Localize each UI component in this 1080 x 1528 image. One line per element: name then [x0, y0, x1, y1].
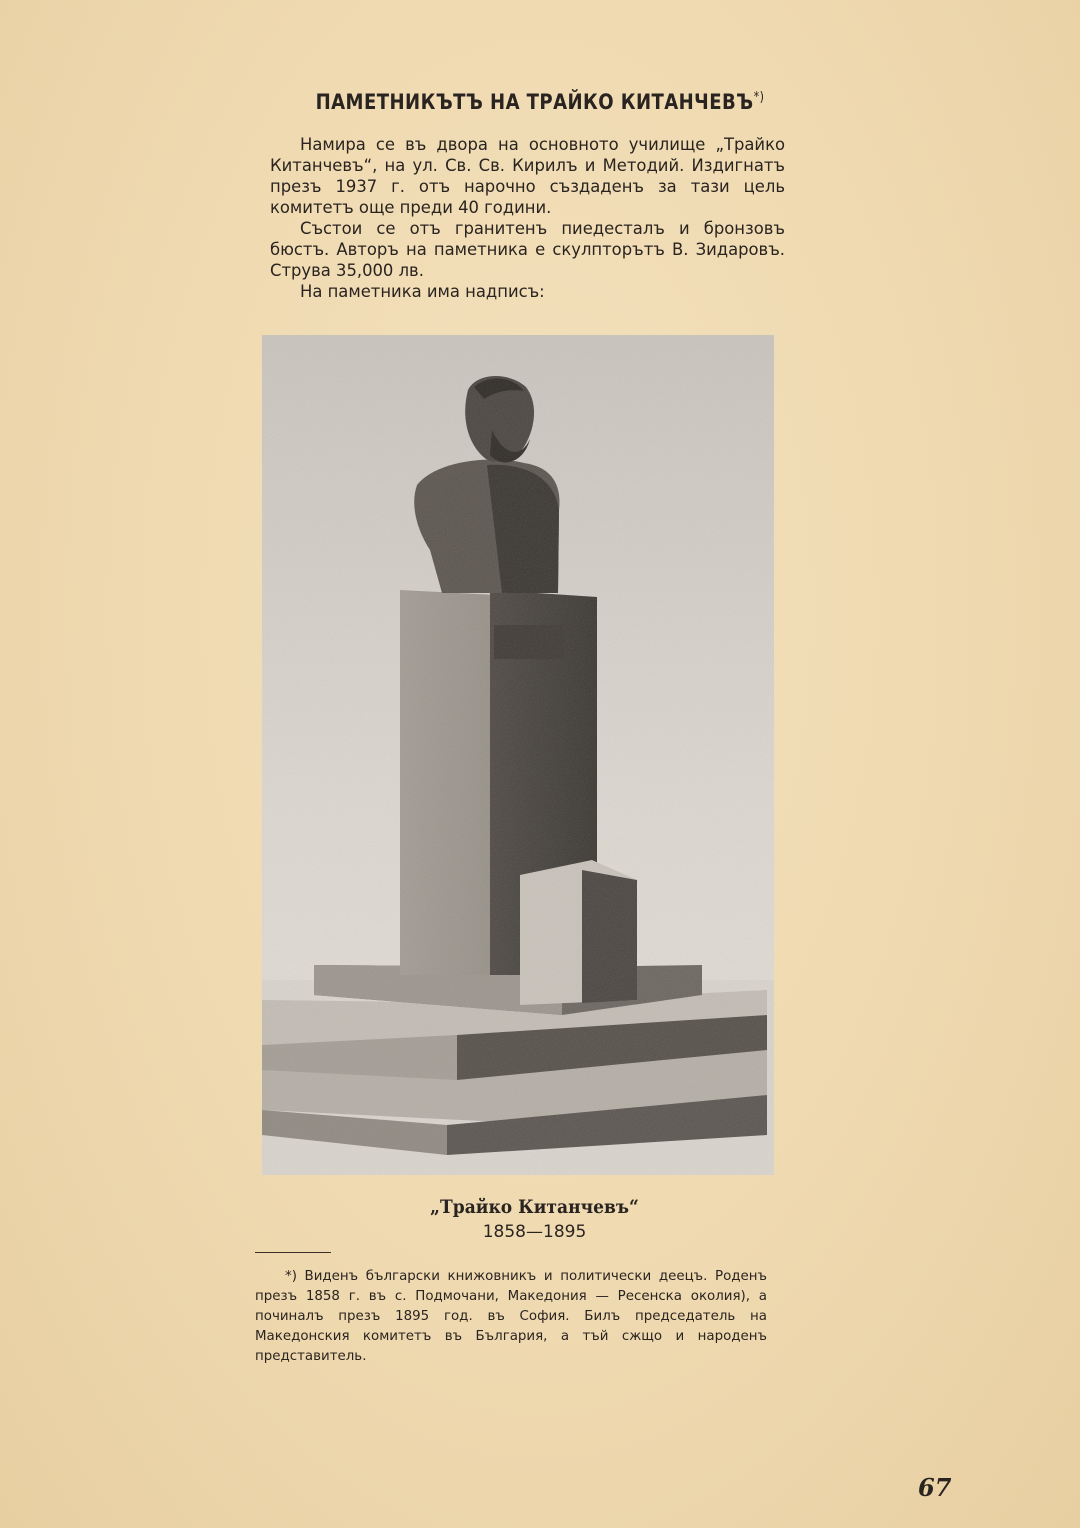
footnote-text: *) Виденъ български книжовникъ и политически деецъ. Роденъ презъ 1858 г. въ с. Подмочани, Македония — Ресенска околия), а починалъ презъ 1895 год. въ София. Билъ председатель на Македонския комитетъ въ България, а тъй сжщо и народенъ представитель.	[255, 1269, 767, 1364]
footnote	[255, 1267, 767, 1367]
footnote-marker: *)	[753, 90, 765, 105]
paragraph-materials: Състои се отъ гранитенъ пиедесталъ и бронзовъ бюстъ. Авторъ на паметника е скулпторътъ В. Зидаровъ. Струва 35,000 лв.	[270, 219, 785, 280]
caption-name: „Трайко Китанчевъ“	[430, 1196, 639, 1218]
paragraph-inscription: На паметника има надписъ:	[300, 282, 545, 301]
page-title	[291, 90, 790, 114]
page-number: 67	[918, 1473, 952, 1502]
caption-years: 1858—1895	[482, 1222, 587, 1242]
footnote-divider	[255, 1252, 331, 1253]
monument-photo	[262, 335, 774, 1175]
paragraph-location: Намира се въ двора на основното училище „Трайко Китанчевъ“, на ул. Св. Св. Кирилъ и Методий. Издигнатъ презъ 1937 г. отъ нарочно създаденъ за тази цель комитетъ още преди 40 години.	[270, 135, 785, 217]
body-text	[270, 134, 785, 302]
title-text: ПАМЕТНИКЪТЪ НА ТРАЙКО КИТАНЧЕВЪ	[315, 90, 754, 114]
